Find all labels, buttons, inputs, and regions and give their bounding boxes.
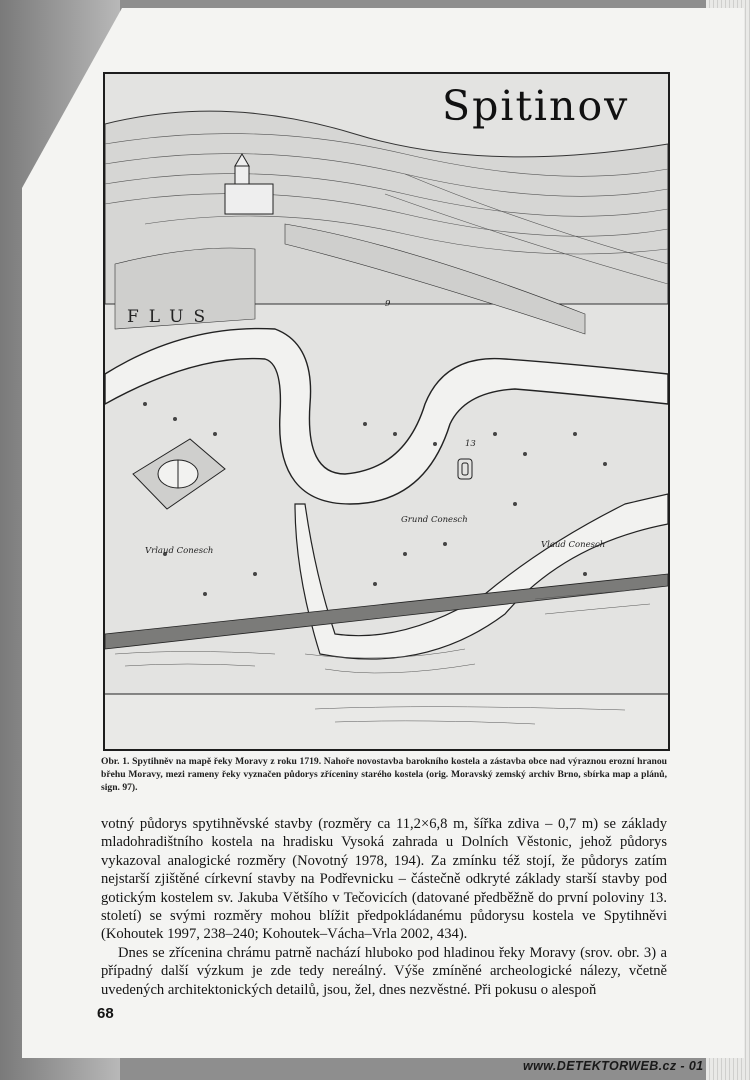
page-number: 68 <box>97 1005 114 1022</box>
paragraph-1: votný půdorys spytihněvské stavby (rozměry ca 11,2×6,8 m, šířka zdiva – 0,7 m) se základy mladohradištního kostela na hradisku Vysoká zahrada u Dolních Věstonic, jehož půdorys vykazoval analogické rozměry (Novotný 1978, 194). Za zmínku též stojí, že půdorys zatím nejstarší zjištěné církevní stavby na Podřevnicku – částečně odkryté základy starší stavby pod gotickým kostelem sv. Jakuba Většího v Tečovicích (datované předběžně do první poloviny 13. století) se svými rozměry mohou blížit předpokládanému půdorysu kostela ve Spytihněvi (Kohoutek 1997, 238–240; Kohoutek–Vácha–Vrla 2002, 434). <box>101 816 667 943</box>
river-label: FLUS <box>127 307 216 327</box>
compass-drawing <box>133 439 225 509</box>
watermark: www.DETEKTORWEB.cz - 01 <box>523 1059 704 1073</box>
figure-caption: Obr. 1. Spytihněv na mapě řeky Moravy z roku 1719. Nahoře novostavba barokního kostela a zástavba obce nad výraznou erozní hranou břehu Moravy, mezi rameny řeky vyznačen půdorys zříceniny starého kostela (orig. Moravský zemský archiv Brno, sbírka map a plánů, sign. 97). <box>101 756 667 793</box>
map-drawing <box>105 74 668 749</box>
map-label-center: Grund Conesch <box>401 515 468 525</box>
map-title: Spitinov <box>442 82 630 130</box>
map-label-13: 13 <box>465 439 476 449</box>
paragraph-2: Dnes se zřícenina chrámu patrně nachází hluboko pod hladinou řeky Moravy (srov. obr. 3) a případný další výzkum je zde tedy nereálný. Výše zmíněné archeologické nálezy, včetně uvedených architektonických detailů, jsou, žel, dnes nezvěstné. Při pokusu o alespoň <box>101 944 667 998</box>
body-text <box>101 815 667 999</box>
map-label-right: Vlaud Conesch <box>541 540 606 550</box>
map-label-9: 9 <box>385 299 391 309</box>
historic-map-figure <box>103 72 670 751</box>
ruin-footprint <box>458 459 472 479</box>
map-label-left: Vrlaud Conesch <box>145 546 214 556</box>
